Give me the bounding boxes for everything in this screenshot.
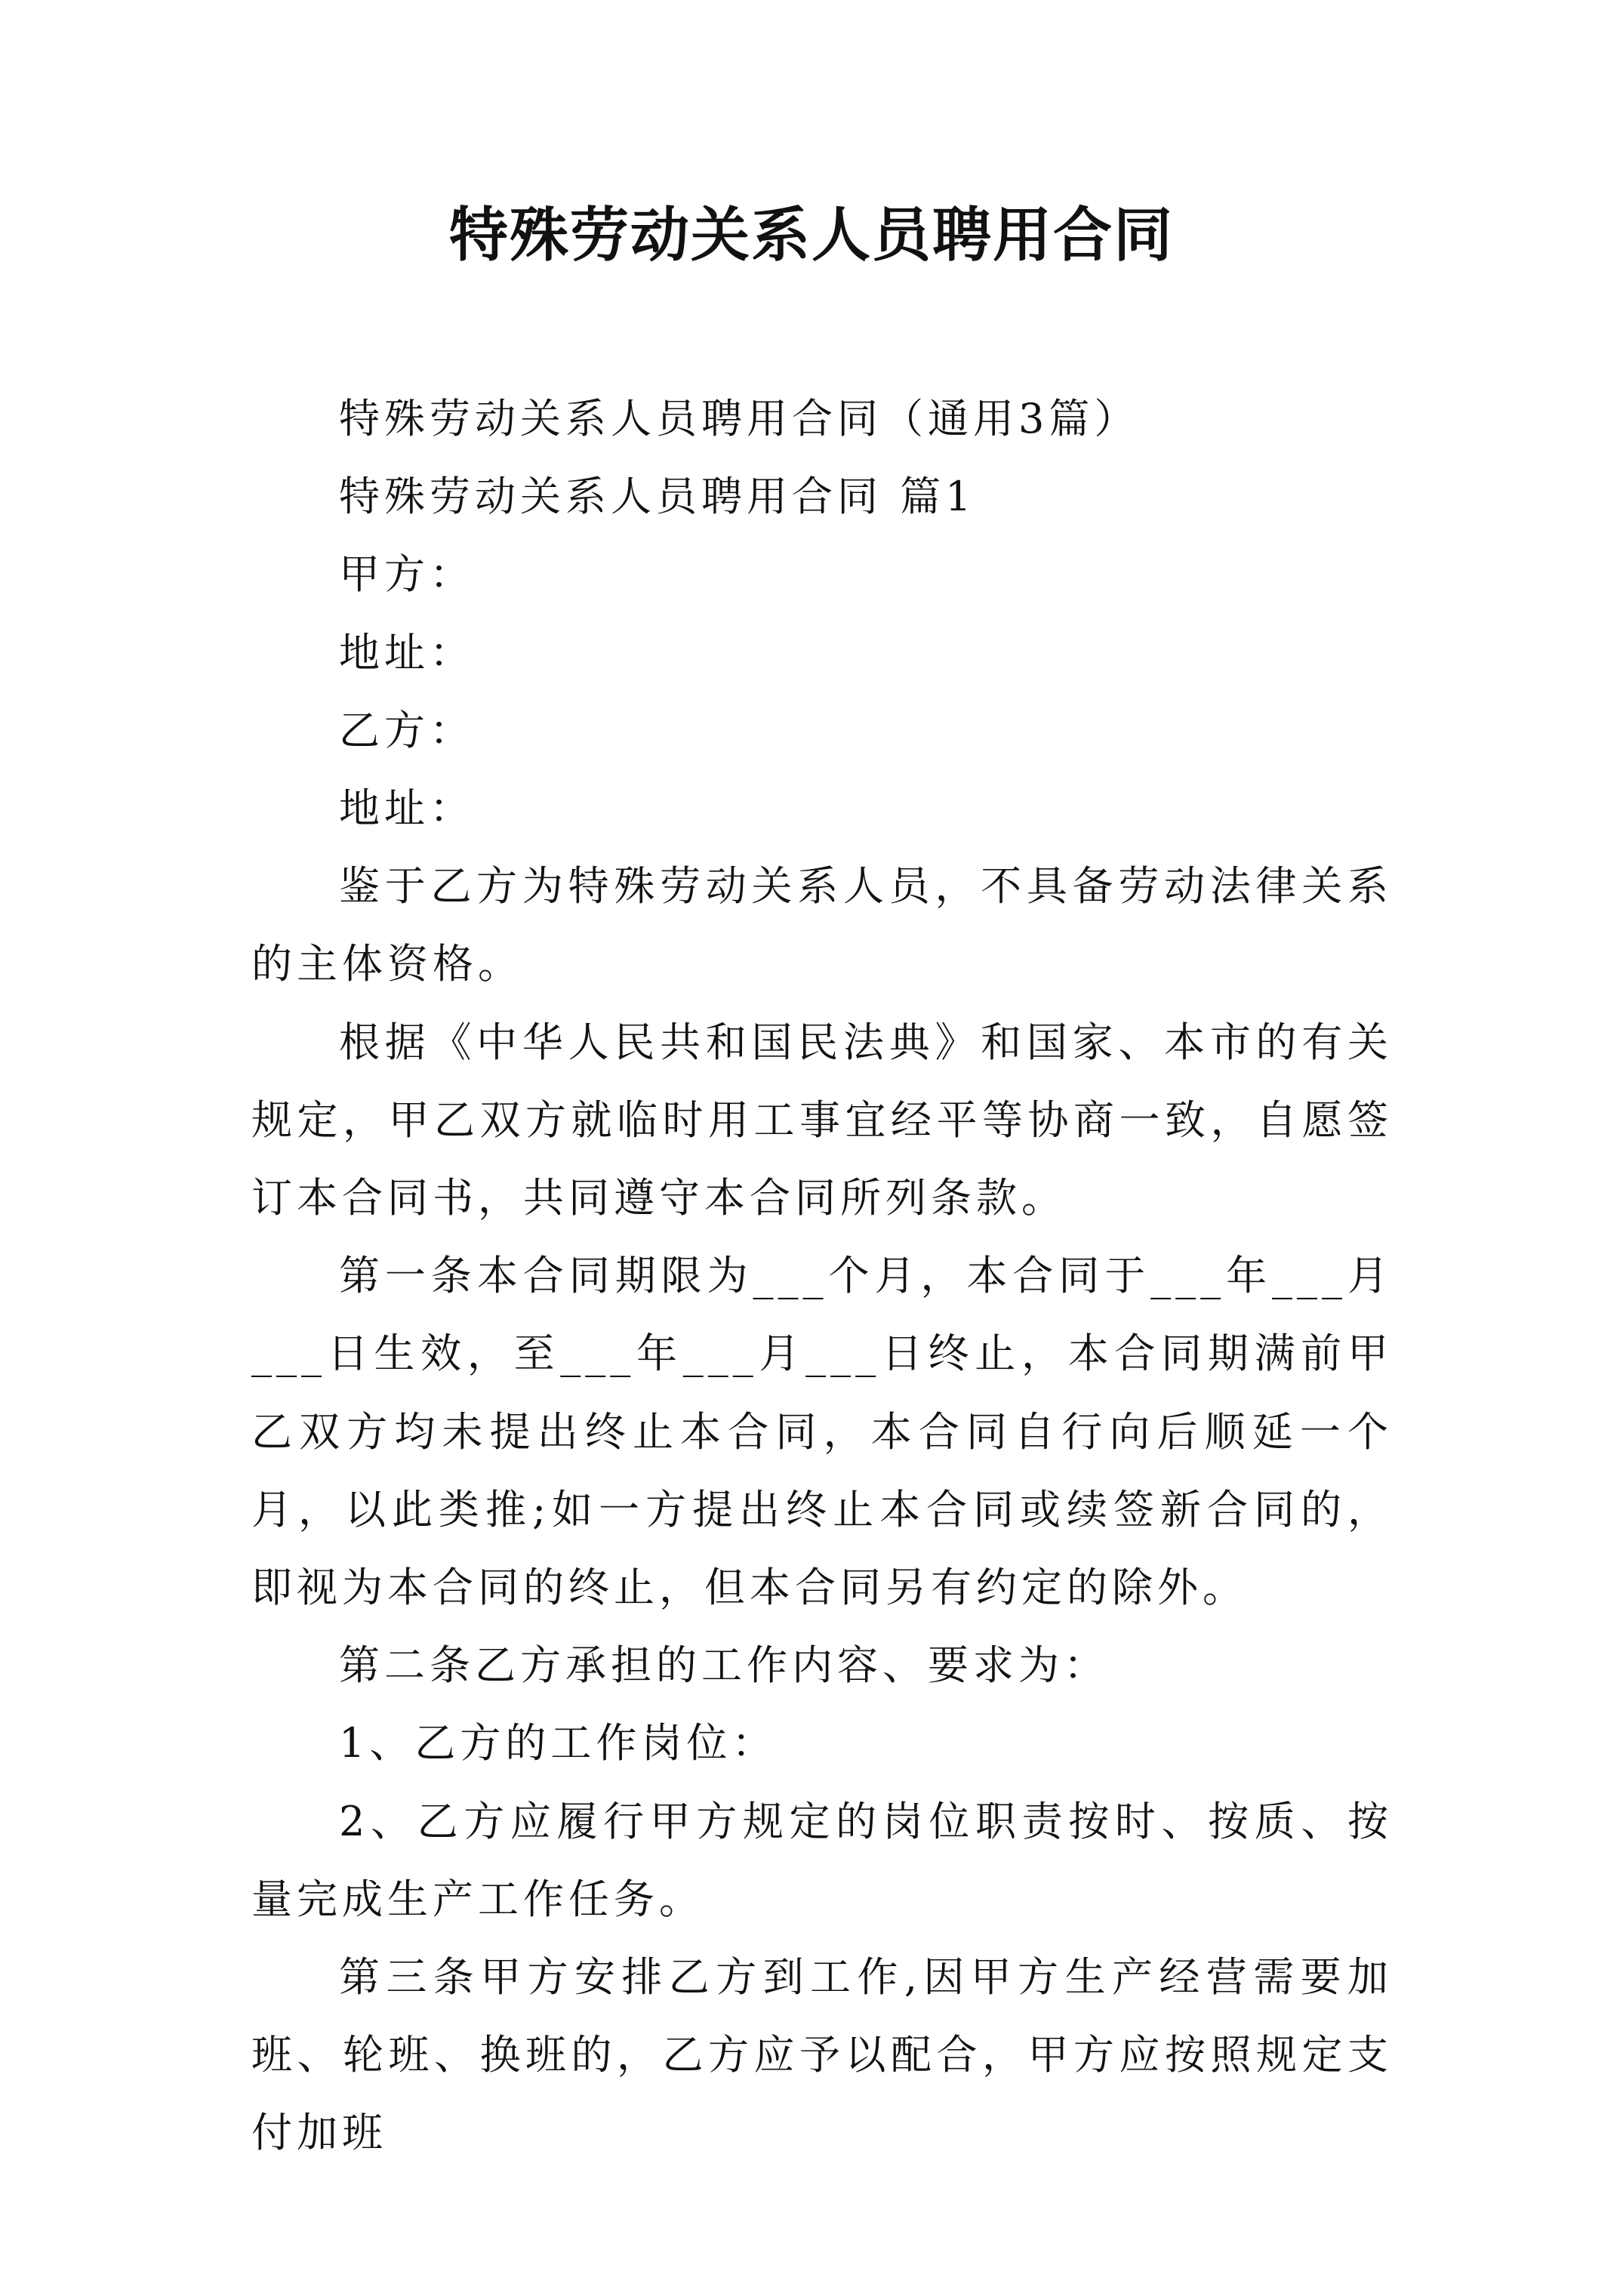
article-2-item-1: 1、乙方的工作岗位：	[339, 1719, 778, 1767]
article-3: 第三条甲方安排乙方到工作,因甲方生产经营需要加班、轮班、换班的，乙方应予以配合，甲方应按照规定支付加班	[251, 1953, 1393, 2157]
article-2: 第二条乙方承担的工作内容、要求为：	[339, 1641, 1109, 1690]
paragraph-whereas: 鉴于乙方为特殊劳动关系人员，不具备劳动法律关系的主体资格。	[251, 862, 1393, 988]
party-a-label: 甲方：	[339, 550, 475, 599]
party-b-address-label: 地址：	[339, 784, 475, 833]
party-a-address-label: 地址：	[339, 628, 475, 676]
article-2-item-2: 2、乙方应履行甲方规定的岗位职责按时、按质、按量完成生产工作任务。	[251, 1797, 1393, 1923]
article-1: 第一条本合同期限为___个月，本合同于___年___月___日生效，至___年___月___日终止，本合同期满前甲乙双方均未提出终止本合同，本合同自行向后顺延一个月，以此类推;如一方提出终止本合同或续签新合同的，即视为本合同的终止，但本合同另有约定的除外。	[251, 1252, 1393, 1612]
paragraph-section-heading: 特殊劳动关系人员聘用合同 篇1	[339, 473, 976, 521]
document-body	[251, 380, 1393, 2172]
paragraph-subtitle: 特殊劳动关系人员聘用合同（通用3篇）	[339, 395, 1140, 442]
party-b-label: 乙方：	[339, 706, 475, 754]
document-title: 特殊劳动关系人员聘用合同	[448, 201, 1174, 270]
paragraph-basis: 根据《中华人民共和国民法典》和国家、本市的有关规定，甲乙双方就临时用工事宜经平等协商一致，自愿签订本合同书，共同遵守本合同所列条款。	[251, 1018, 1393, 1222]
